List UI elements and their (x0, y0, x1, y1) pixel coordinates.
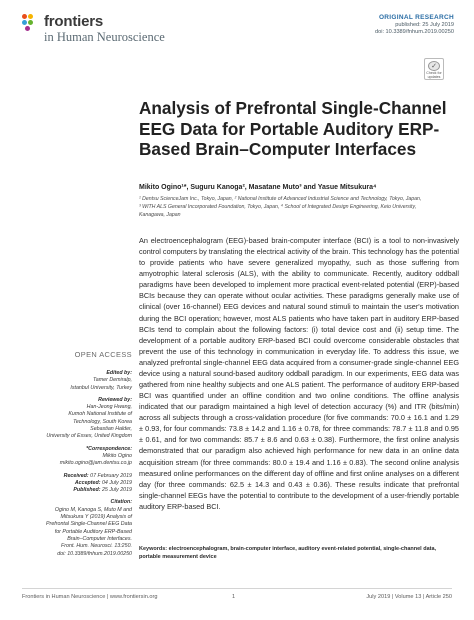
citation-line: Prefrontal Single-Channel EEG Data (46, 521, 132, 528)
article-dates (28, 473, 132, 495)
open-access-badge: OPEN ACCESS (74, 350, 132, 359)
keywords-label: Keywords: (139, 546, 168, 552)
citation-line: Front. Hum. Neurosci. 13:250. (61, 543, 132, 550)
reviewer-line: Sebastian Halder, (90, 426, 132, 433)
received-label: Received: (63, 472, 89, 479)
affiliation-line: ¹ Dentsu ScienceJam Inc., Tokyo, Japan, ² National Institute of Advanced Industrial Science and Technology, Tokyo, Japan, (139, 196, 422, 202)
crossmark-icon: ✓ (428, 61, 440, 71)
edited-by-label: Edited by: (106, 370, 132, 376)
check-for-updates-button[interactable] (424, 58, 444, 80)
edited-by (28, 370, 132, 392)
citation-line: for Portable Auditory ERP-Based (54, 528, 132, 535)
affiliations (139, 196, 459, 219)
correspondent-email-link[interactable]: mikito.ogino@jam.dentsu.co.jp (59, 460, 132, 467)
accepted-label: Accepted: (74, 479, 101, 486)
editor-affiliation: Istanbul University, Turkey (70, 384, 132, 391)
reviewed-by (28, 397, 132, 441)
frontiers-logo-icon (22, 14, 38, 32)
correspondence (28, 446, 132, 468)
logo-dot (25, 26, 30, 31)
affiliation-line: ³ WITH ALS General Incorporated Foundation, Tokyo, Japan, ⁴ School of Integrated Design Engineering, Keio University, (139, 203, 417, 210)
received-date: 07 February 2019 (90, 472, 132, 479)
article-meta (375, 14, 454, 36)
page-number: 1 (232, 594, 236, 600)
correspondent-name: Mikito Ogino (102, 452, 132, 459)
journal-logo[interactable] (22, 14, 165, 44)
crossmark-label: Check for updates (426, 71, 442, 79)
citation (28, 499, 132, 557)
article-title: Analysis of Prefrontal Single-Channel EEG Data for Portable Auditory ERP-Based Brain–Computer Interfaces (139, 98, 447, 160)
logo-dot (22, 20, 27, 25)
abstract: An electroencephalogram (EEG)-based brain-computer interface (BCI) is a tool to non-invasively control computers by translating the electrical activity of the brain. This technology has the potential to provide patients who have severe generalized myopathy, such as those suffering from amyotrophic lateral sclerosis (ALS), with the ability to communicate. Recently, auditory oddball paradigms have been developed to implement more practical event-related potential (ERP)-based BCIs because they can operate without ocular activities. These paradigms generally make use of clinical (over 16-channel) EEG devices and natural sound stimuli to maintain the user's motivation during the BCI operation; however, most ALS patients who have taken part in auditory ERP-based BCIs tend to complain about the following factors: (i) total device cost and (ii) setup time. The development of a portable auditory ERP-based BCI could overcome considerable obstacles that prevent the use of this technology in communication in everyday life. To address this issue, we analyzed prefrontal single-channel EEG data acquired from a consumer-grade single-channel EEG device using a natural sound-based auditory oddball paradigm. In our experiments, EEG data was gathered from nine healthy subjects and one ALS patient. The performance of auditory ERP-based BCI was quantified under an offline condition and two online conditions. The offline analysis indicated that our paradigm maintained a high level of detection accuracy (%) and ITR (bits/min) across all subjects through a cross-validation procedure (for five commands: 70.0 ± 16.1 and 1.29 ± 0.93, for four commands: 73.8 ± 14.2 and 1.16 ± 0.78, for three commands: 78.7 ± 11.8 and 0.95 ± 0.61, and for two commands: 85.7 ± 8.6 and 0.63 ± 0.38). Furthermore, the first online analysis demonstrated that our paradigm also achieved high performance for new data in an online data acquisition stream (for three commands: 80.0 ± 19.4 and 1.16 ± 0.83). The second online analysis measured online performances on the different day of offline and first online analyses on a different day (for three commands: 62.5 ± 14.3 and 0.43 ± 0.36). These results indicate that prefrontal single-channel EEGs have the potential to contribute to the development of a user-friendly portable auditory ERP-based BCI. (139, 236, 459, 511)
page-footer (22, 594, 452, 600)
citation-line: Mitsukura Y (2019) Analysis of (60, 514, 132, 521)
logo-dot (22, 14, 27, 19)
citation-doi-link[interactable]: doi: 10.3389/fnhum.2019.00250 (57, 550, 132, 557)
article-type: ORIGINAL RESEARCH (378, 14, 454, 21)
footer-divider (22, 588, 452, 589)
published-date: published: 25 July 2019 (395, 22, 454, 29)
author-list: Mikito Ogino¹*, Suguru Kanoga², Masatane Muto³ and Yasue Mitsukura⁴ (139, 184, 377, 191)
reviewer-line: University of Essex, United Kingdom (46, 433, 132, 440)
reviewer-line: Technology, South Korea (73, 418, 132, 425)
keywords (139, 546, 459, 561)
published-date-row (28, 487, 132, 494)
accepted-date-row (28, 480, 132, 487)
affiliation-line: Kanagawa, Japan (139, 211, 181, 218)
article-info-sidebar (28, 370, 132, 563)
accepted-date: 04 July 2019 (101, 479, 132, 486)
sidebar-published-date: 25 July 2019 (101, 487, 132, 494)
logo-dot (28, 14, 33, 19)
published-label: Published: (73, 487, 101, 494)
footer-issue-info: July 2019 | Volume 13 | Article 250 (366, 594, 452, 600)
reviewer-line: Han-Jeong Hwang, (86, 404, 132, 411)
doi-link[interactable]: doi: 10.3389/fnhum.2019.00250 (374, 29, 454, 36)
citation-line: Brain–Computer Interfaces. (67, 535, 132, 542)
reviewed-by-label: Reviewed by: (98, 396, 132, 403)
footer-journal-link[interactable]: Frontiers in Human Neuroscience | www.frontiersin.org (22, 594, 158, 600)
citation-line: Ogino M, Kanoga S, Muto M and (54, 506, 132, 513)
logo-dot (28, 20, 33, 25)
correspondence-label: *Correspondence: (86, 445, 132, 452)
received-date-row (28, 473, 132, 480)
reviewer-line: Kumoh National Institute of (68, 411, 132, 418)
citation-label: Citation: (110, 499, 132, 506)
keywords-text: electroencephalogram, brain-computer interface, auditory event-related potential, single-channel data, portable measurement device (139, 546, 437, 560)
editor-name: Tamer Demiralp, (93, 377, 132, 384)
brand-name: frontiers (44, 13, 104, 30)
journal-name: in Human Neuroscience (44, 30, 165, 44)
